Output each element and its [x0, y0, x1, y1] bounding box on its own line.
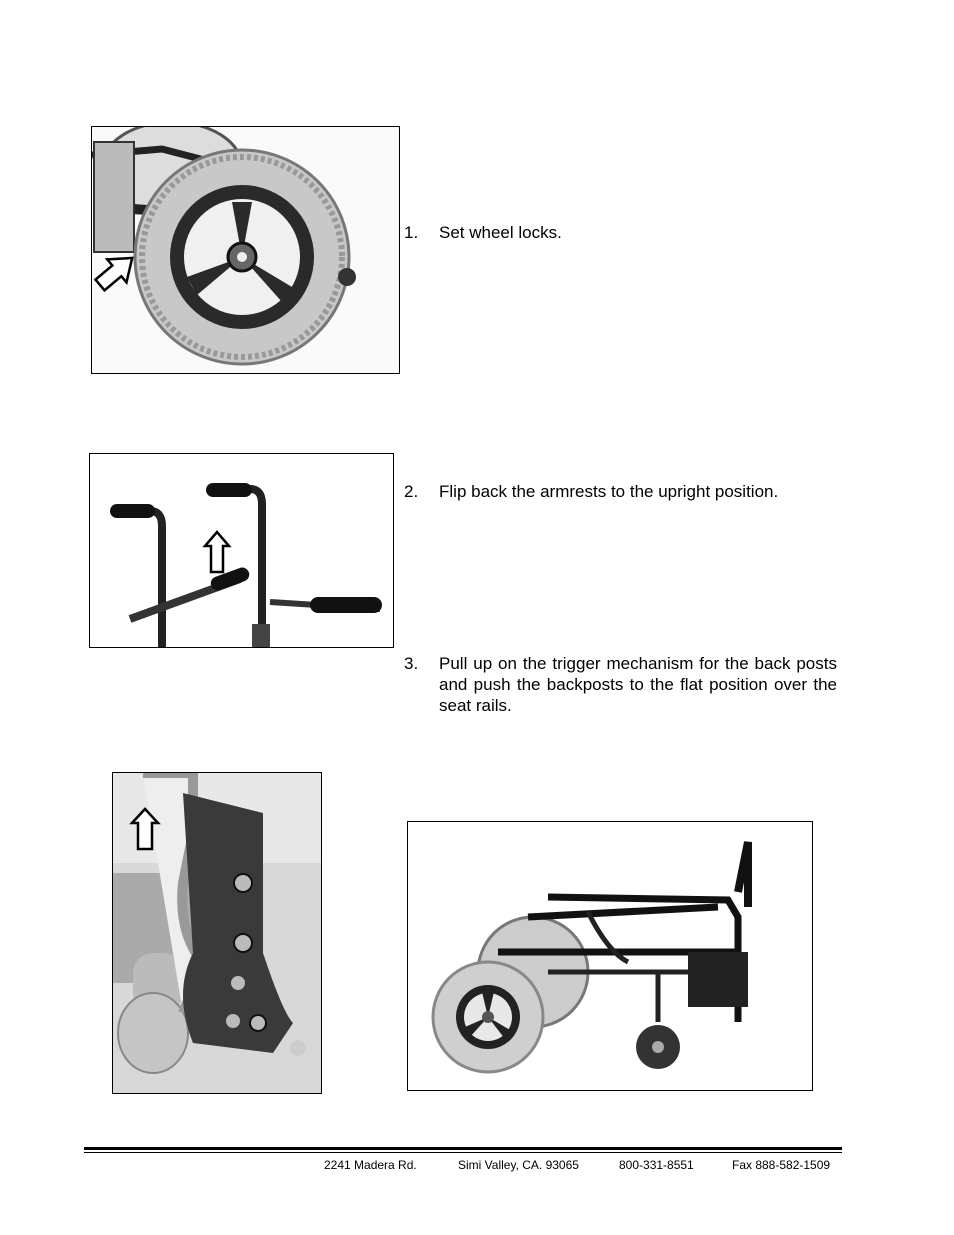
- trigger-mechanism-photo: [112, 772, 322, 1094]
- folded-wheelchair-photo: [407, 821, 813, 1091]
- trigger-mechanism-illustration: [113, 773, 321, 1093]
- step-2: [404, 481, 837, 503]
- footer-city: Simi Valley, CA. 93065: [458, 1158, 579, 1172]
- wheel-lock-illustration: [92, 127, 399, 373]
- armrests-photo: [89, 453, 394, 648]
- footer-rule: [84, 1147, 842, 1150]
- wheel-lock-photo: [91, 126, 400, 374]
- footer-address: 2241 Madera Rd.: [324, 1158, 417, 1172]
- footer-rule-thin: [84, 1152, 842, 1153]
- step-number: 1.: [404, 223, 419, 242]
- step-3: [404, 653, 837, 719]
- footer-phone: 800-331-8551: [619, 1158, 694, 1172]
- footer-fax: Fax 888-582-1509: [732, 1158, 831, 1172]
- step-text: Set wheel locks.: [439, 223, 562, 242]
- armrests-illustration: [90, 454, 393, 647]
- step-number: 3.: [404, 654, 419, 673]
- step-1: [404, 222, 837, 244]
- folded-wheelchair-illustration: [408, 822, 812, 1090]
- step-text: Pull up on the trigger mechanism for the back posts and push the backposts to the flat position over the seat rails.: [439, 654, 837, 715]
- step-number: 2.: [404, 482, 419, 501]
- step-text: Flip back the armrests to the upright position.: [439, 482, 779, 501]
